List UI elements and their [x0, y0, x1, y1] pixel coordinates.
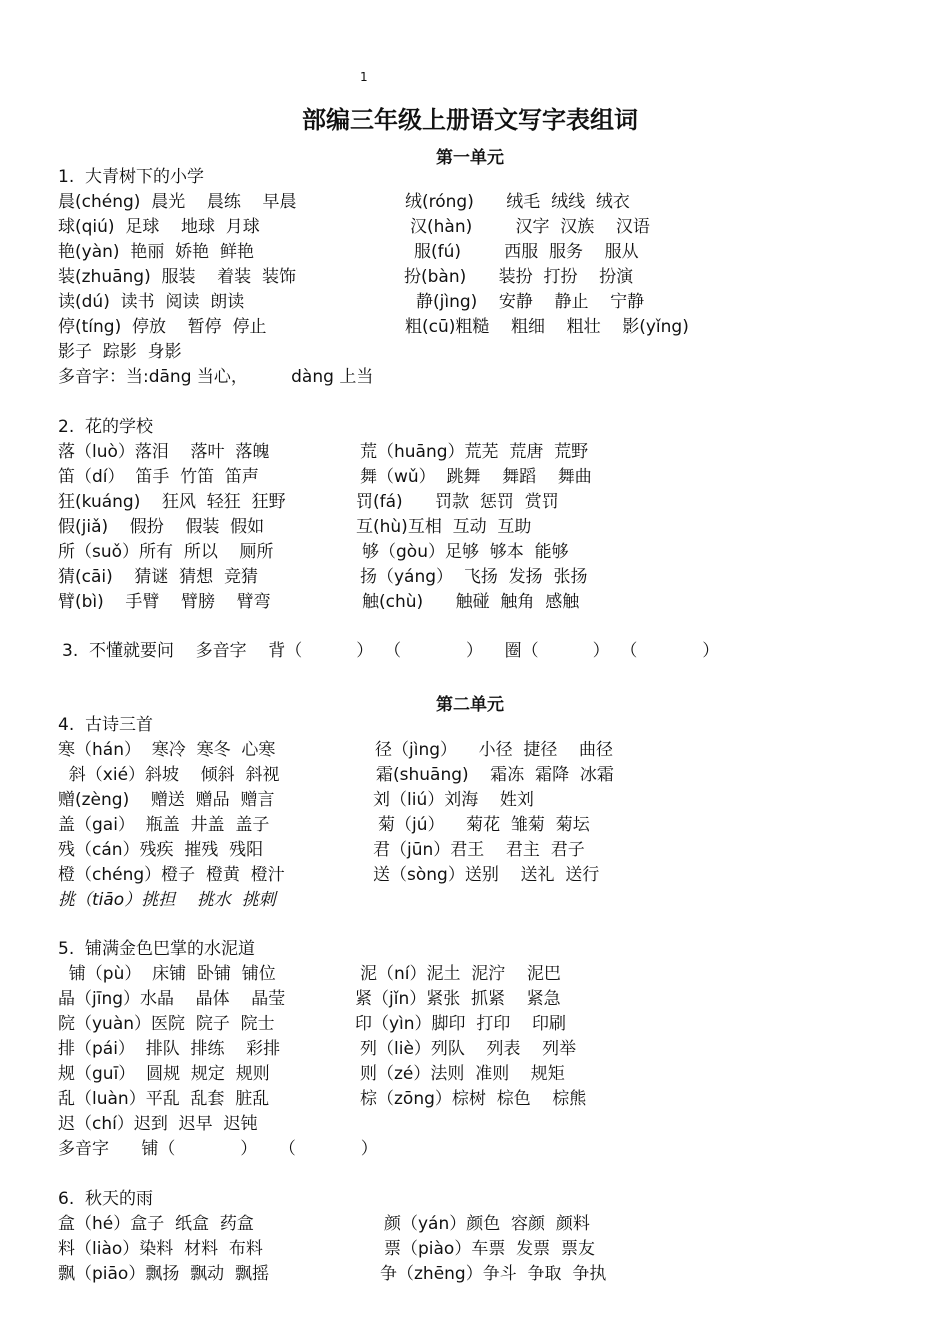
word-line-right: 刘（liú）刘海 姓刘	[373, 790, 534, 810]
word-line-left: 挑（tiāo）挑担 挑水 挑刺	[58, 890, 276, 910]
word-line-left: 1. 大青树下的小学	[58, 167, 205, 187]
page-title: 部编三年级上册语文写字表组词	[302, 106, 638, 134]
word-line-left: 装(zhuāng) 服装 着装 装饰	[58, 267, 296, 287]
word-line-right: 霜(shuāng) 霜冻 霜降 冰霜	[376, 765, 614, 785]
word-line-right: 印（yìn）脚印 打印 印刷	[355, 1014, 566, 1034]
word-line-left: 飘（piāo）飘扬 飘动 飘摇	[58, 1264, 269, 1284]
word-line-left: 球(qiú) 足球 地球 月球	[58, 217, 260, 237]
word-line-left: 停(tíng) 停放 暂停 停止	[58, 317, 267, 337]
word-line-left: 狂(kuáng) 狂风 轻狂 狂野	[58, 492, 286, 512]
word-line-left: 排（pái） 排队 排练 彩排	[58, 1039, 281, 1059]
word-line-right: 争（zhēng）争斗 争取 争执	[380, 1264, 607, 1284]
word-line-right: 荒（huāng）荒芜 荒唐 荒野	[360, 442, 589, 462]
word-line-left: 迟（chí）迟到 迟早 迟钝	[58, 1114, 258, 1134]
word-line-left: 臂(bì) 手臂 臂膀 臂弯	[58, 592, 271, 612]
word-line-right: 票（piào）车票 发票 票友	[384, 1239, 595, 1259]
word-line-left: 假(jiǎ) 假扮 假装 假如	[58, 517, 265, 537]
word-line-left: 多音字：当:dāng 当心， dàng 上当	[58, 367, 374, 387]
word-line-left: 笛（dí） 笛手 竹笛 笛声	[58, 467, 259, 487]
word-line-left: 赠(zèng) 赠送 赠品 赠言	[58, 790, 275, 810]
word-line-left: 3. 不懂就要问 多音字 背（ ） （ ） 圈（ ） （ ）	[62, 641, 720, 661]
word-line-left: 橙（chéng）橙子 橙黄 橙汁	[58, 865, 285, 885]
word-line-right: 列（liè）列队 列表 列举	[360, 1039, 577, 1059]
word-line-left: 盖（gai） 瓶盖 井盖 盖子	[58, 815, 270, 835]
word-line-left: 料（liào）染料 材料 布料	[58, 1239, 263, 1259]
word-line-left: 读(dú) 读书 阅读 朗读	[58, 292, 245, 312]
word-line-left: 残（cán）残疾 摧残 残阳	[58, 840, 264, 860]
word-line-left: 寒（hán） 寒冷 寒冬 心寒	[58, 740, 276, 760]
word-line-left: 6. 秋天的雨	[58, 1189, 154, 1209]
word-line-left: 艳(yàn) 艳丽 娇艳 鲜艳	[58, 242, 254, 262]
word-line-left: 晶（jīng）水晶 晶体 晶莹	[58, 989, 286, 1009]
word-line-left: 铺（pù） 床铺 卧铺 铺位	[58, 964, 276, 984]
word-line-left: 落（luò）落泪 落叶 落魄	[58, 442, 270, 462]
word-line-left: 2. 花的学校	[58, 417, 154, 437]
word-line-right: 绒(róng) 绒毛 绒线 绒衣	[405, 192, 630, 212]
unit-heading: 第一单元	[436, 148, 504, 168]
word-line-right: 粗(cū)粗糙 粗细 粗壮 影(yǐng)	[405, 317, 689, 337]
word-line-right: 扮(bàn) 装扮 打扮 扮演	[404, 267, 634, 287]
word-line-right: 服(fú) 西服 服务 服从	[414, 242, 639, 262]
word-line-right: 紧（jǐn）紧张 抓紧 紧急	[355, 989, 561, 1009]
word-line-right: 舞（wǔ） 跳舞 舞蹈 舞曲	[360, 467, 592, 487]
word-line-right: 送（sòng）送别 送礼 送行	[373, 865, 600, 885]
word-line-left: 影子 踪影 身影	[58, 342, 182, 362]
word-line-right: 汉(hàn) 汉字 汉族 汉语	[410, 217, 650, 237]
word-line-right: 罚(fá) 罚款 惩罚 赏罚	[356, 492, 559, 512]
word-line-left: 院（yuàn）医院 院子 院士	[58, 1014, 275, 1034]
unit-heading: 第二单元	[436, 695, 504, 715]
word-line-right: 君（jūn）君王 君主 君子	[373, 840, 585, 860]
word-line-left: 多音字 铺（ ） （ ）	[58, 1139, 378, 1159]
word-line-left: 盒（hé）盒子 纸盒 药盒	[58, 1214, 254, 1234]
word-line-right: 扬（yáng） 飞扬 发扬 张扬	[360, 567, 588, 587]
word-line-right: 则（zé）法则 准则 规矩	[360, 1064, 565, 1084]
page-number: 1	[360, 70, 368, 84]
word-line-right: 互(hù)互相 互动 互助	[356, 517, 532, 537]
word-line-left: 所（suǒ）所有 所以 厕所	[58, 542, 274, 562]
word-line-right: 泥（ní）泥土 泥泞 泥巴	[360, 964, 561, 984]
word-line-left: 乱（luàn）平乱 乱套 脏乱	[58, 1089, 270, 1109]
word-line-right: 菊（jú） 菊花 雏菊 菊坛	[378, 815, 590, 835]
word-line-right: 径（jìng） 小径 捷径 曲径	[375, 740, 614, 760]
word-line-left: 4. 古诗三首	[58, 715, 154, 735]
word-line-left: 5. 铺满金色巴掌的水泥道	[58, 939, 256, 959]
word-line-right: 棕（zōng）棕树 棕色 棕熊	[360, 1089, 587, 1109]
word-line-left: 规（guī） 圆规 规定 规则	[58, 1064, 270, 1084]
word-line-left: 晨(chéng) 晨光 晨练 早晨	[58, 192, 297, 212]
word-line-right: 静(jìng) 安静 静止 宁静	[416, 292, 645, 312]
word-line-right: 颜（yán）颜色 容颜 颜料	[384, 1214, 590, 1234]
word-line-right: 触(chù) 触碰 触角 感触	[362, 592, 580, 612]
word-line-left: 猜(cāi) 猜谜 猜想 竞猜	[58, 567, 258, 587]
word-line-left: 斜（xié）斜坡 倾斜 斜视	[58, 765, 280, 785]
word-line-right: 够（gòu）足够 够本 能够	[362, 542, 569, 562]
